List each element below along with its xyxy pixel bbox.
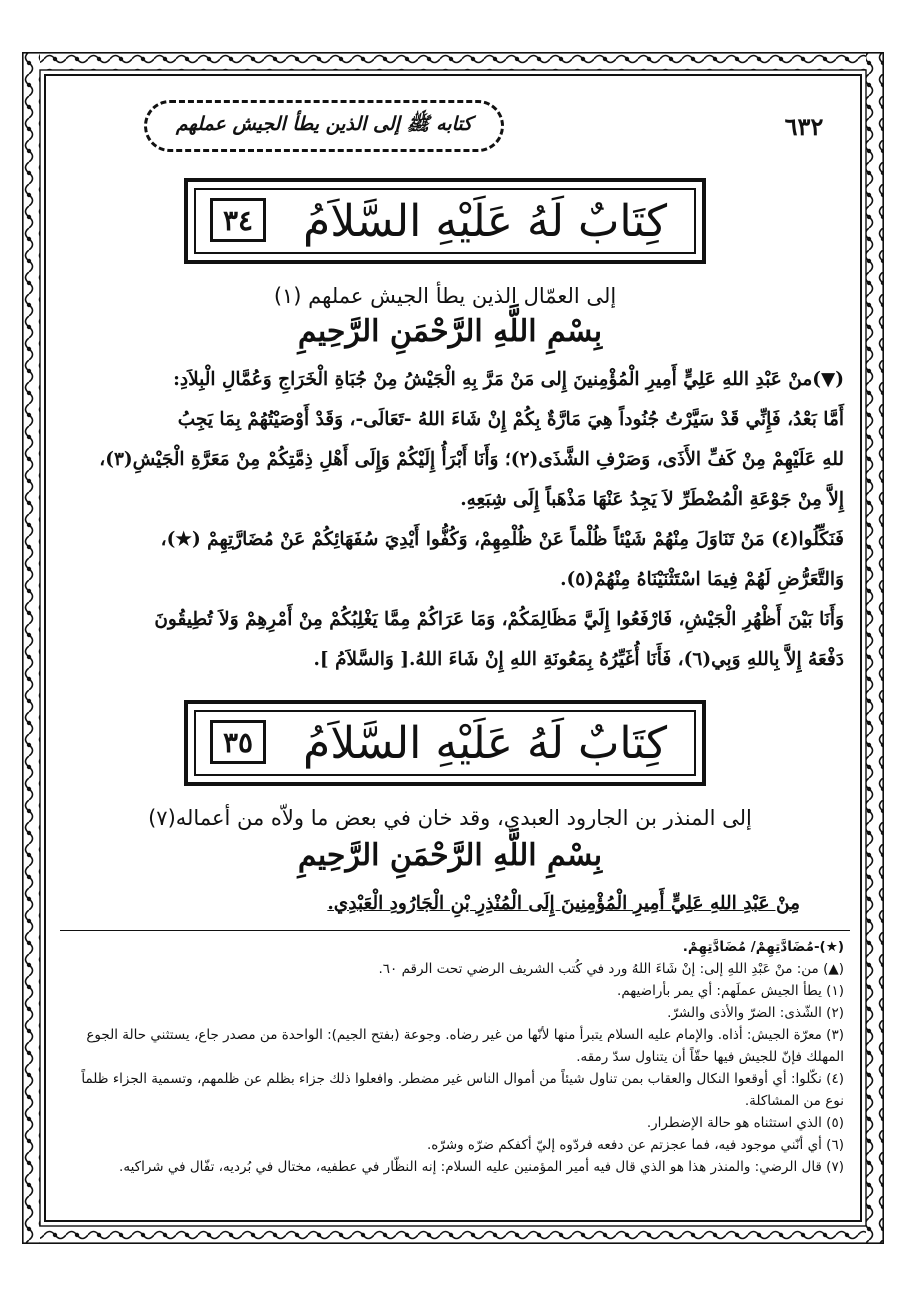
page-number: ٦٣٢ [784,111,824,141]
letter-35-opening: مِنْ عَبْدِ اللهِ عَلِيٍّ أَمِيرِ الْمُؤْمِنِينَ إِلَى الْمُنْذِرِ بْنِ الْجَارُودِ الْعَبْدِي. [327,893,800,914]
letter-34-subtitle: إلى العمّال الذين يطأ الجيش عملهم (١) [273,284,617,308]
letter-title: كِتَابٌ لَهُ عَلَيْهِ السَّلاَمُ [302,717,668,769]
paragraph: إِلاَّ مِنْ جَوْعَةِ الْمُضْطَرِّ لاَ يَجِدُ عَنْهَا مَذْهَباً إِلَى شِبَعِهِ. [460,489,844,510]
footnotes [64,936,844,1178]
footnote: (٦) أي أنّني موجود فيه، فما عجزتم عن دفعه فردّوه إليّ أكفكم ضرّه وشرّه. [427,1137,844,1153]
paragraph: وَأَنَا بَيْنَ أَظْهُرِ الْجَيْشِ، فَارْفَعُوا إِلَيَّ مَظَالِمَكُمْ، وَمَا عَرَاكُمْ مِمَّا يَغْلِبُكُمْ مِنْ أَمْرِهِمْ وَلاَ تُطِيقُونَ [154,609,844,630]
paragraph: (▼)منْ عَبْدِ اللهِ عَلِيٍّ أَمِيرِ الْمُؤْمِنينَ إِلى مَنْ مَرَّ بِهِ الْجَيْشُ مِنْ جُبَاةِ الْخَرَاجِ وَعُمَّالِ الْبِلاَدِ: [173,369,844,390]
running-head: كتابه ﷺ إلى الذين يطأ الجيش عملهم [144,100,504,152]
footnote: (٣) معرّة الجيش: أذاه. والإمام عليه السلام يتبرأ منها لأنّها من غير رضاه. وجوعة (بفتح الجيم): الواحدة من مصدر جاع، يستثني حالة الجوع المهلك فإنّ للجيش فيها حقّاً أن يتناول سدّ رمقه. [86,1027,844,1065]
basmala: بِسْمِ اللَّهِ الرَّحْمَنِ الرَّحِيمِ [297,838,603,873]
basmala: بِسْمِ اللَّهِ الرَّحْمَنِ الرَّحِيمِ [297,314,603,349]
letter-34-banner [184,178,706,264]
footnote-separator [60,930,850,931]
page-header [56,100,850,156]
footnote: (★)-مُضَادَّتِهِمْ/ مُضَادَّتِهِمْ. [682,939,844,955]
letter-35-banner [184,700,706,786]
letter-35-subtitle: إلى المنذر بن الجارود العبدي، وقد خان في بعض ما ولاّه من أعماله(٧) [148,806,752,830]
footnote: (▲) من: منْ عَبْدِ اللهِ إلى: إنْ شَاءَ اللهُ ورد في كُتب الشريف الرضي تحت الرقم ٦٠. [378,961,844,977]
footnote: (٧) قال الرضي: والمنذر هذا هو الذي قال فيه أمير المؤمنين عليه السلام: إنه النظّار في عطفيه، مختال في بُرديه، تفّال في شراكيه. [119,1159,844,1175]
paragraph: للهِ عَلَيْهِمْ مِنْ كَفِّ الأَذَى، وَصَرْفِ الشَّذَى(٢)؛ وَأَنَا أَبْرَأُ إِلَيْكُمْ وَإِلَى أَهْلِ ذِمَّتِكُمْ مِنْ مَعَرَّةِ الْجَيْشِ(٣)، [99,449,844,470]
paragraph: دَفْعَهُ إِلاَّ بِاللهِ وَبِي(٦)، فَأَنَا أُغَيِّرُهُ بِمَعُونَةِ اللهِ إِنْ شَاءَ اللهُ.[ وَالسَّلاَمُ ]. [313,649,844,670]
paragraph: فَنَكِّلُوا(٤) مَنْ تَنَاوَلَ مِنْهُمْ شَيْئاً ظُلْماً عَنْ ظُلْمِهِمْ، وَكُفُّوا أَيْدِيَ سُفَهَائِكُمْ عَنْ مُضَارَّتِهِمْ (★)، [160,529,844,550]
letter-number: ٣٥ [210,720,266,764]
footnote: (١) يطأ الجيش عملَهم: أي يمر بأراضيهم. [617,983,844,999]
footnote: (٥) الذي استثناه هو حالة الإضطرار. [646,1115,844,1131]
letter-number: ٣٤ [210,198,266,242]
paragraph: أَمَّا بَعْدُ، فَإِنِّي قَدْ سَيَّرْتُ جُنُوداً هِيَ مَارَّةٌ بِكُمْ إِنْ شَاءَ اللهُ -تَعَالَى-، وَقَدْ أَوْصَيْتُهُمْ بِمَا يَجِبُ [177,409,844,430]
letter-34-body [64,360,844,680]
footnote: (٤) نكّلوا: أي أوقعوا النكال والعقاب بمن تناول شيئاً من أموال الناس غير مضطر. وافعلوا ذلك جزاء بظلم عن ظلمهم، وتسمية الجزاء ظلماً نوع من المشاكلة. [81,1071,844,1109]
letter-title: كِتَابٌ لَهُ عَلَيْهِ السَّلاَمُ [302,195,668,247]
paragraph: وَالتَّعَرُّضِ لَهُمْ فِيمَا اسْتَثْنَيْنَاهُ مِنْهُمْ(٥). [560,569,844,590]
footnote: (٢) الشّذى: الضرّ والأذى والشرّ. [667,1005,844,1021]
